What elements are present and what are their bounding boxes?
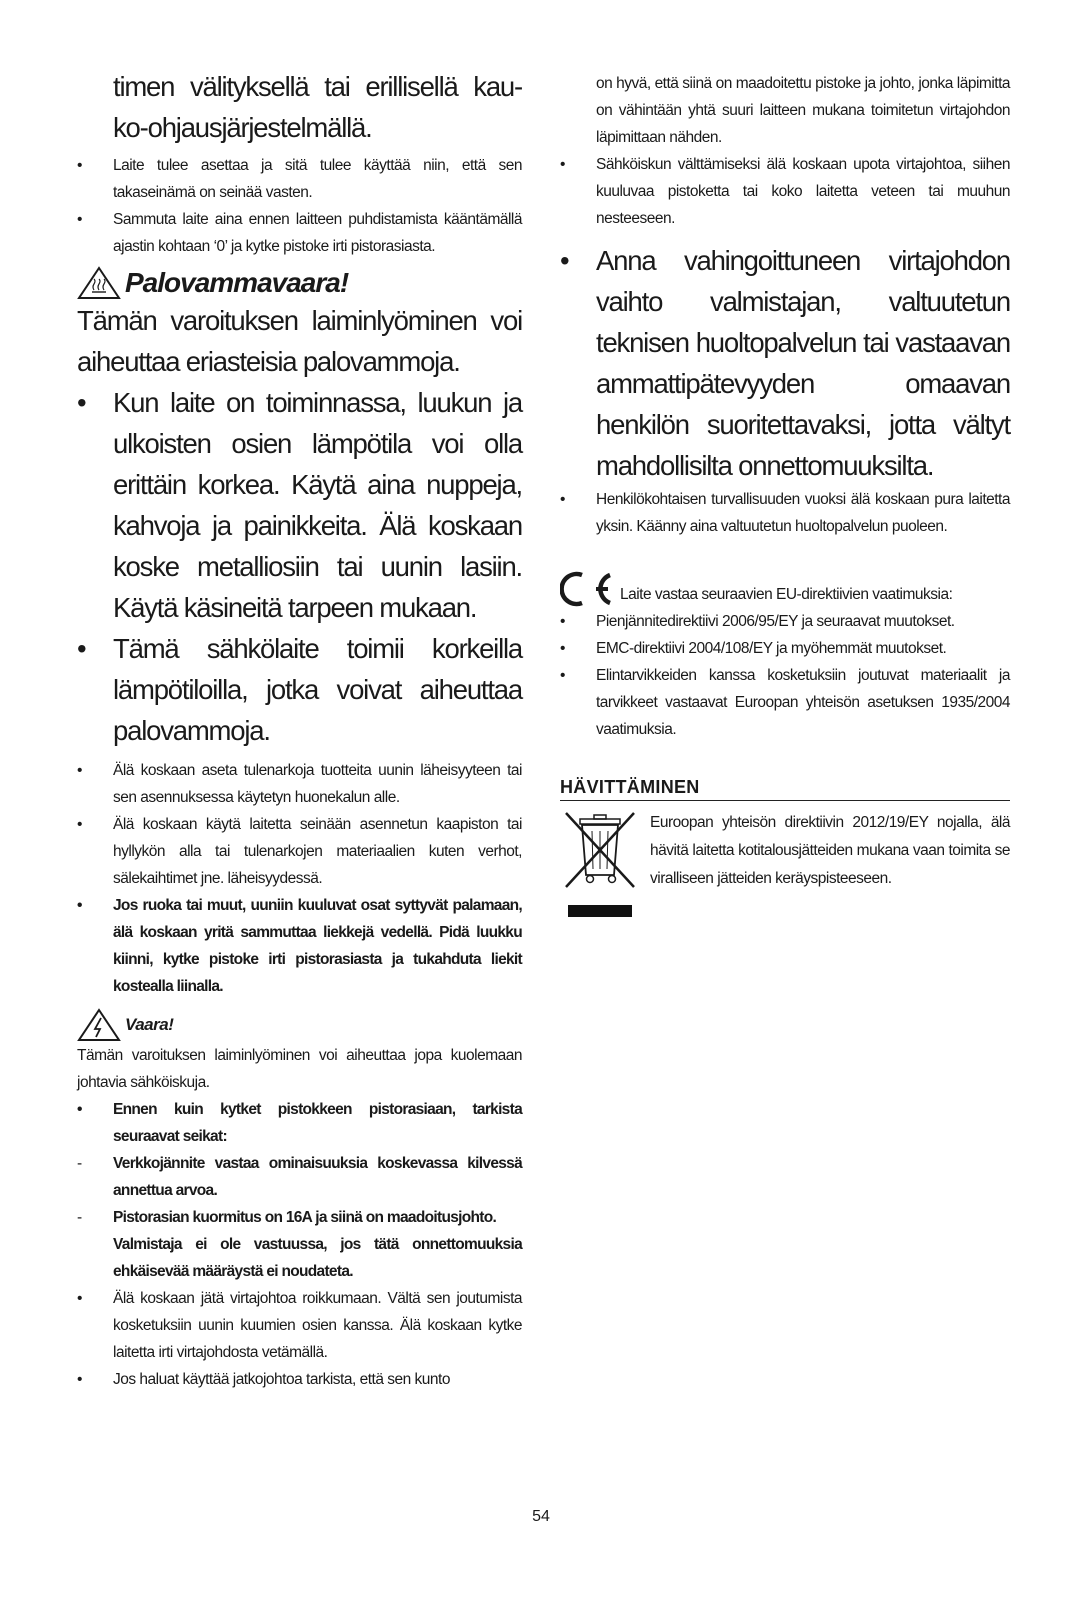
- dash-item-text: Pistorasian kuormitus on 16A ja siinä on maadoitusjohto.: [113, 1209, 497, 1226]
- list-item-text: Jos ruoka tai muut, uuniin kuuluvat osat syttyvät palamaan, älä koskaan yritä sammuttaa liekkejä vedellä. Pidä luukku kiinni, kytke pistoke irti pistorasiasta ja tukahduta liekit kostealla liinalla.: [113, 897, 522, 995]
- danger-warning-heading: [77, 1008, 522, 1042]
- bullet-marker: •: [77, 816, 82, 833]
- bullet-marker: •: [560, 640, 565, 657]
- directive-text: EMC-direktiivi 2004/108/EY ja myöhemmät muutokset.: [596, 640, 947, 657]
- list-item: [560, 240, 1010, 486]
- list-item-text: Laite tulee asettaa ja sitä tulee käyttää niin, että sen takaseinämä on seinää vasten.: [113, 157, 522, 201]
- list-item-text: Sähköiskun välttämiseksi älä koskaan upota virtajohtoa, siihen kuuluvaa pistoketta tai koko laitetta veteen tai muuhun nesteeseen.: [596, 156, 1010, 227]
- list-item: [77, 1096, 522, 1150]
- bullet-marker: •: [560, 245, 569, 276]
- list-item: [560, 486, 1010, 540]
- dash-marker: -: [77, 1209, 82, 1226]
- bullet-marker: •: [77, 897, 82, 914]
- list-item-text: Jos haluat käyttää jatkojohtoa tarkista, että sen kunto: [113, 1371, 450, 1388]
- list-item: [560, 151, 1010, 232]
- bullet-marker: •: [560, 156, 565, 173]
- manufacturer-note: Valmistaja ei ole vastuussa, jos tätä onnettomuuksia ehkäisevää määräystä ei noudateta.: [113, 1236, 522, 1280]
- dash-marker: -: [77, 1155, 82, 1172]
- list-item: [77, 811, 522, 892]
- left-column: [77, 0, 522, 1393]
- page-number: 54: [532, 1508, 550, 1525]
- directive-text: Pienjännitedirektiivi 2006/95/EY ja seuraavat muutokset.: [596, 613, 955, 630]
- ce-compliance-line: [560, 570, 1010, 608]
- burn-warning-title: Palovammavaara!: [125, 267, 349, 298]
- list-item-text: Kun laite on toiminnassa, luukun ja ulkoisten osien lämpötila voi olla erittäin korkea. Käytä aina nuppeja, kahvoja ja painikkeita. Älä koskaan koske metalliosiin tai uunin lasiin. Käytä käsineitä tarpeen mukaan.: [113, 387, 522, 623]
- list-item-text: Älä koskaan aseta tulenarkoja tuotteita uunin läheisyyteen tai sen asennuksessa käytetyn huonekalun alle.: [113, 762, 522, 806]
- list-item: [77, 628, 522, 751]
- ce-compliance-text: Laite vastaa seuraavien EU-direktiivien vaatimuksia:: [620, 586, 953, 603]
- bullet-marker: •: [77, 211, 82, 228]
- dash-item-text: Verkkojännite vastaa ominaisuuksia koskevassa kilvessä annettua arvoa.: [113, 1155, 522, 1199]
- bullet-marker: •: [77, 1290, 82, 1307]
- intro-continuation: [77, 66, 522, 148]
- bullet-marker: •: [77, 762, 82, 779]
- list-item: [77, 1285, 522, 1366]
- burn-warning-heading: [77, 266, 522, 300]
- hot-surface-warning-icon: [77, 266, 121, 300]
- intro-line-1: timen välityksellä tai erillisellä kau-: [113, 71, 522, 102]
- bullet-marker: •: [77, 157, 82, 174]
- list-item-text: Anna vahingoittuneen virtajohdon vaihto valmistajan, valtuutetun teknisen huoltopalvelun tai vastaavan ammattipätevyyden omaavan henkilön suoritettavaksi, jotta vältyt mahdollisilta onnettomuuksilta.: [596, 245, 1010, 481]
- list-item-text: Tämä sähkölaite toimii korkeilla lämpötiloilla, jotka voivat aiheuttaa palovammoja.: [113, 633, 522, 746]
- directive-text: Elintarvikkeiden kanssa kosketuksiin joutuvat materiaalit ja tarvikkeet vastaavat Euroopan yhteisön asetuksen 1935/2004 vaatimuksia.: [596, 667, 1010, 738]
- disposal-section: [560, 809, 1010, 926]
- weee-crossed-bin-icon: [560, 809, 640, 926]
- list-item: [77, 382, 522, 628]
- list-item: [77, 757, 522, 811]
- list-item-text: Älä koskaan jätä virtajohtoa roikkumaan. Vältä sen joutumista kosketuksiin uunin kuumien osien kanssa. Älä koskaan kytke laitetta irti virtajohdosta vetämällä.: [113, 1290, 522, 1361]
- bullet-marker: •: [77, 1371, 82, 1388]
- list-item: [77, 892, 522, 1000]
- list-item-text: Henkilökohtaisen turvallisuuden vuoksi älä koskaan pura laitetta yksin. Käänny aina valtuutetun huoltopalvelun puoleen.: [596, 491, 1010, 535]
- bullet-marker: •: [77, 1101, 82, 1118]
- dash-item: [77, 1150, 522, 1204]
- list-item: [77, 206, 522, 260]
- bullet-marker: •: [77, 633, 86, 664]
- bullet-marker: •: [560, 667, 565, 684]
- bullet-marker: •: [77, 387, 86, 418]
- list-item-text: Älä koskaan käytä laitetta seinään asennetun kaapiston tai hyllykön alla tai tulenarkojen materiaalien kuten verhot, sälekaihtimet jne. läheisyydessä.: [113, 816, 522, 887]
- intro-line-2: ko-ohjausjärjestelmällä.: [113, 112, 372, 143]
- bullet-marker: •: [560, 491, 565, 508]
- dash-item: [77, 1204, 522, 1231]
- directive-item: [560, 635, 1010, 662]
- burn-warning-text: Tämän varoituksen laiminlyöminen voi aiheuttaa eriasteisia palovammoja.: [77, 305, 522, 377]
- disposal-section-title: HÄVITTÄMINEN: [560, 777, 1010, 801]
- directive-item: [560, 662, 1010, 743]
- list-item-text: Ennen kuin kytket pistokkeen pistorasiaan, tarkista seuraavat seikat:: [113, 1101, 522, 1145]
- directive-item: [560, 608, 1010, 635]
- list-item: [77, 152, 522, 206]
- list-item: [77, 1366, 522, 1393]
- list-item-text: Sammuta laite aina ennen laitteen puhdistamista kääntämällä ajastin kohtaan ‘0’ ja kytke pistoke irti pistorasiasta.: [113, 211, 522, 255]
- danger-warning-text: Tämän varoituksen laiminlyöminen voi aiheuttaa jopa kuolemaan johtavia sähköiskuja.: [77, 1047, 522, 1091]
- electric-shock-warning-icon: [77, 1008, 121, 1042]
- right-column: [560, 0, 1010, 926]
- bullet-marker: •: [560, 613, 565, 630]
- disposal-text: Euroopan yhteisön direktiivin 2012/19/EY nojalla, älä hävitä laitetta kotitalousjätteiden mukana vaan toimita se viralliseen jätteiden keräyspisteeseen.: [650, 814, 1010, 887]
- danger-warning-title: Vaara!: [125, 1015, 174, 1034]
- ce-mark-icon: [560, 570, 614, 608]
- continued-text: on hyvä, että siinä on maadoitettu pistoke ja johto, jonka läpimitta on vähintään yhtä suuri laitteen mukana toimitetun virtajohdon läpimittaan nähden.: [596, 75, 1010, 146]
